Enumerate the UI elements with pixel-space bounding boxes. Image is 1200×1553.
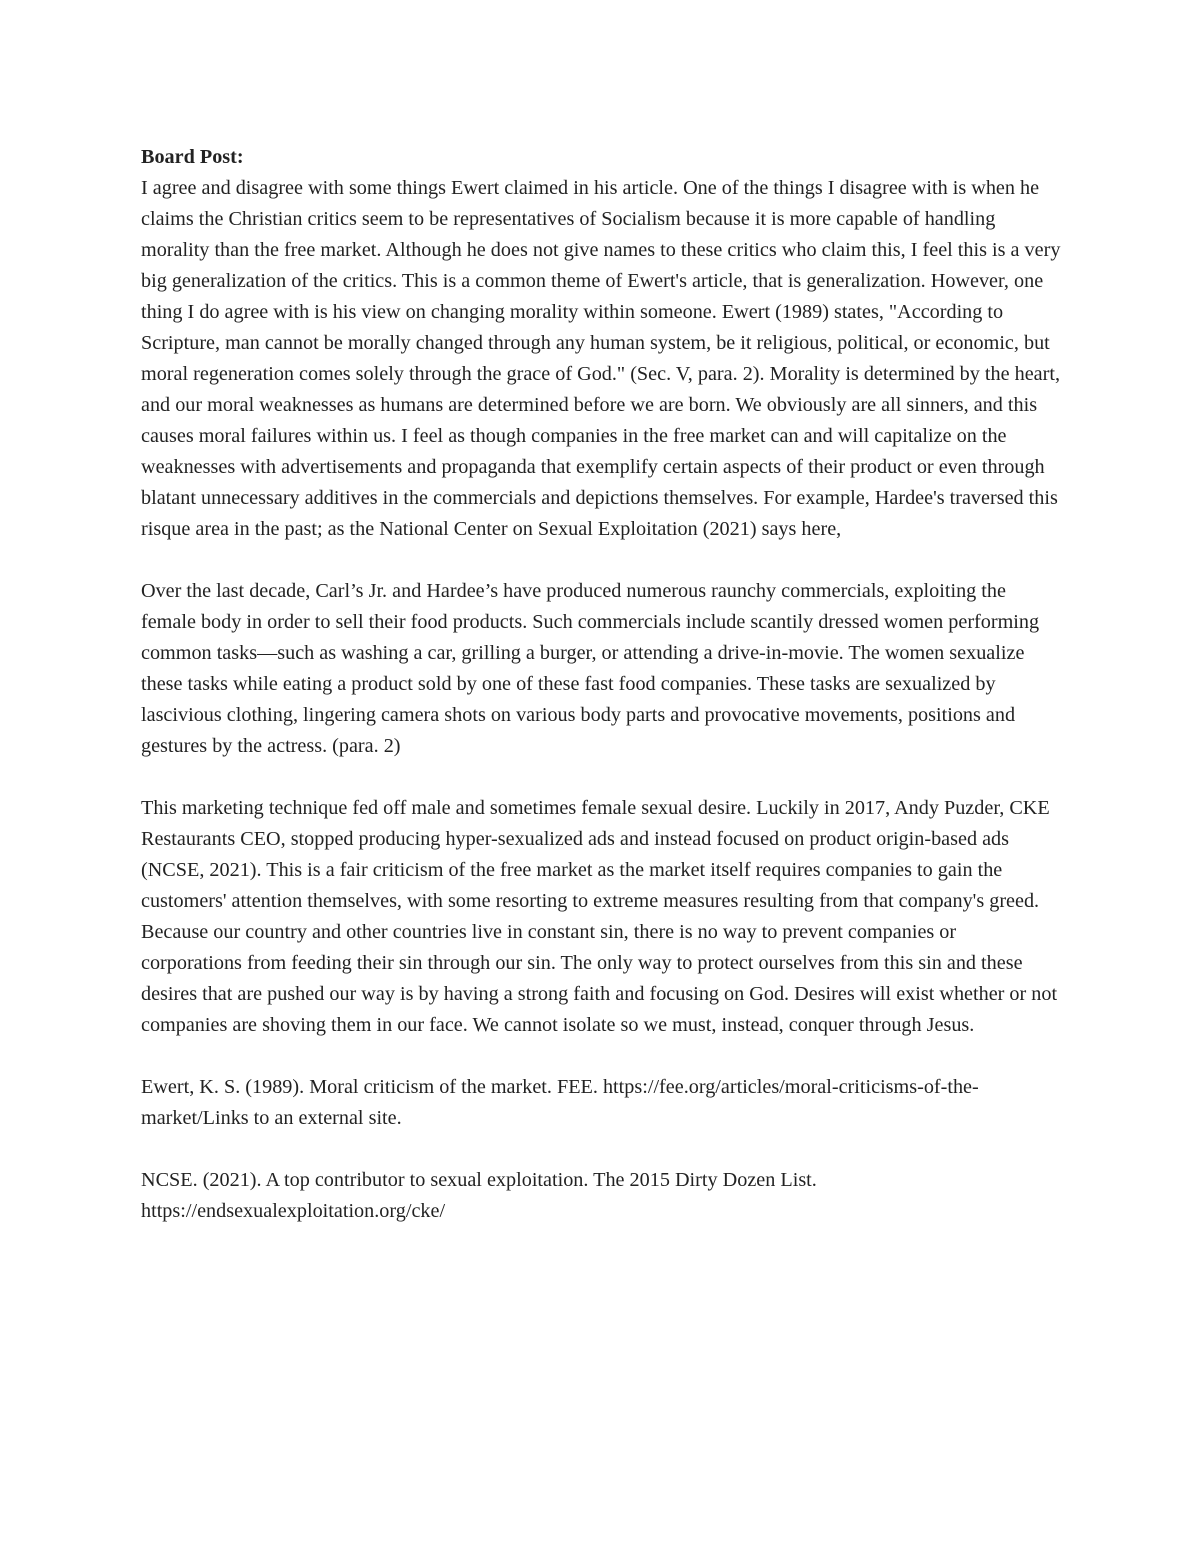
intro-paragraph: I agree and disagree with some things Ewert claimed in his article. One of the things I disagree with is when he claims the Christian critics seem to be representatives of Socialism because it is more capable of handling morality than the free market. Although he does not give names to these critics who claim this, I feel this is a very big generalization of the critics. This is a common theme of Ewert's article, that is generalization. However, one thing I do agree with is his view on changing morality within someone. Ewert (1989) states, "According to Scripture, man cannot be morally changed through any human system, be it religious, political, or economic, but moral regeneration comes solely through the grace of God." (Sec. V, para. 2). Morality is determined by the heart, and our moral weaknesses as humans are determined before we are born. We obviously are all sinners, and this causes moral failures within us. I feel as though companies in the free market can and will capitalize on the weaknesses with advertisements and propaganda that exemplify certain aspects of their product or even through blatant unnecessary additives in the commercials and depictions themselves. For example, Hardee's traversed this risque area in the past; as the National Center on Sexual Exploitation (2021) says here, (141, 177, 1061, 540)
post-heading: Board Post: (141, 146, 244, 168)
document-body (141, 142, 1061, 1227)
block-quote: Over the last decade, Carl’s Jr. and Hardee’s have produced numerous raunchy commercials, exploiting the female body in order to sell their food products. Such commercials include scantily dressed women performing common tasks—such as washing a car, grilling a burger, or attending a drive-in-movie. The women sexualize these tasks while eating a product sold by one of these fast food companies. These tasks are sexualized by lascivious clothing, lingering camera shots on various body parts and provocative movements, positions and gestures by the actress. (para. 2) (141, 580, 1040, 757)
reference-ewert: Ewert, K. S. (1989). Moral criticism of the market. FEE. https://fee.org/articles/moral-criticisms-of-the-market/Links to an external site. (141, 1076, 979, 1129)
closing-paragraph: This marketing technique fed off male and sometimes female sexual desire. Luckily in 2017, Andy Puzder, CKE Restaurants CEO, stopped producing hyper-sexualized ads and instead focused on product origin-based ads (NCSE, 2021). This is a fair criticism of the free market as the market itself requires companies to gain the customers' attention themselves, with some resorting to extreme measures resulting from that company's greed. Because our country and other countries live in constant sin, there is no way to prevent companies or corporations from feeding their sin through our sin. The only way to protect ourselves from this sin and these desires that are pushed our way is by having a strong faith and focusing on God. Desires will exist whether or not companies are shoving them in our face. We cannot isolate so we must, instead, conquer through Jesus. (141, 797, 1058, 1036)
reference-ncse: NCSE. (2021). A top contributor to sexual exploitation. The 2015 Dirty Dozen List. https://endsexualexploitation.org/cke/ (141, 1169, 817, 1222)
